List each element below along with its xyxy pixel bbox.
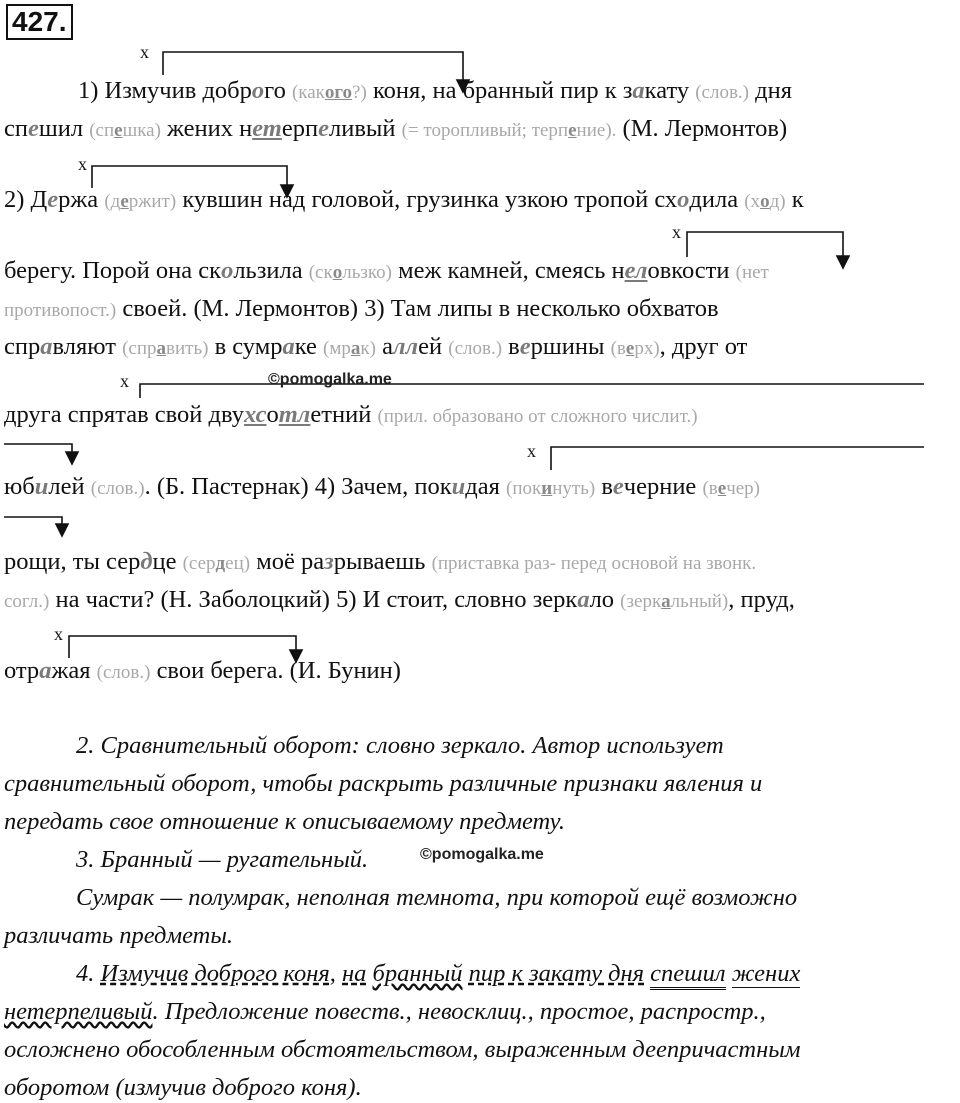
text-line-4: берегу. Порой она скользила (скользко) меж камней, смеясь неловкости (нет xyxy=(4,257,769,284)
text-line-9: рощи, ты сердце (сердец) моё разрываешь (приставка раз- перед основой на звонк. xyxy=(4,548,757,575)
text-line-11: отражая (слов.) свои берега. (И. Бунин) xyxy=(4,657,401,684)
watermark: ©pomogalka.me xyxy=(268,371,392,388)
x-marker: x xyxy=(120,371,129,391)
answer-line-9: осложнено обособленным обстоятельством, выраженным деепричастным xyxy=(4,1036,801,1063)
text-line-7: друга спрятав свой двухсотлетний (прил. образовано от сложного числит.) xyxy=(4,401,698,428)
answer-line-7: 4. Измучив доброго коня, на бранный пир к закату дня спешил жених xyxy=(76,959,800,989)
watermark: ©pomogalka.me xyxy=(420,846,544,863)
answer-line-2: сравнительный оборот, чтобы раскрыть различные признаки явления и xyxy=(4,770,763,797)
text-line-8: юбилей (слов.). (Б. Пастернак) 4) Зачем, покидая (покинуть) вечерние (вечер) xyxy=(4,473,761,500)
adverbial-phrase: Измучив доброго коня xyxy=(100,960,330,987)
answer-line-8: нетерпеливый. Предложение повеств., невосклиц., простое, распростр., xyxy=(4,998,766,1025)
text-line-5: противопост.) своей. (М. Лермонтов) 3) Там липы в несколько обхватов xyxy=(4,295,719,322)
predicate: спешил xyxy=(650,960,725,990)
text-line-1: 1) Измучив доброго (какого?) коня, на бранный пир к закату (слов.) дня xyxy=(78,77,792,104)
answer-line-1: 2. Сравнительный оборот: словно зеркало. Автор использует xyxy=(76,732,724,759)
text-line-2: спешил (спешка) жених нетерпеливый (= торопливый; терпение). (М. Лермонтов) xyxy=(4,115,788,142)
x-marker: x xyxy=(54,624,63,644)
x-marker: x xyxy=(140,42,149,62)
x-marker: x xyxy=(78,154,87,174)
answer-line-5: Сумрак — полумрак, неполная темнота, при которой ещё возможно xyxy=(76,884,798,911)
text-line-10: согл.) на части? (Н. Заболоцкий) 5) И стоит, словно зеркало (зеркальный), пруд, xyxy=(4,586,795,613)
exercise-number: 427. xyxy=(6,4,73,40)
answer-line-6: различать предметы. xyxy=(4,922,234,949)
subject: жених xyxy=(731,960,801,987)
x-marker: x xyxy=(527,441,536,461)
answer-line-4: 3. Бранный — ругательный. xyxy=(76,846,369,873)
x-marker: x xyxy=(672,222,681,242)
text-line-3: 2) Держа (держит) кувшин над головой, грузинка узкою тропой сходила (ход) к xyxy=(4,186,804,213)
answer-line-10: оборотом (измучив доброго коня). xyxy=(4,1074,362,1101)
answer-line-3: передать свое отношение к описываемому предмету. xyxy=(4,808,566,835)
text-line-6: справляют (справить) в сумраке (мрак) аллей (слов.) вершины (верх), друг от xyxy=(4,333,748,360)
